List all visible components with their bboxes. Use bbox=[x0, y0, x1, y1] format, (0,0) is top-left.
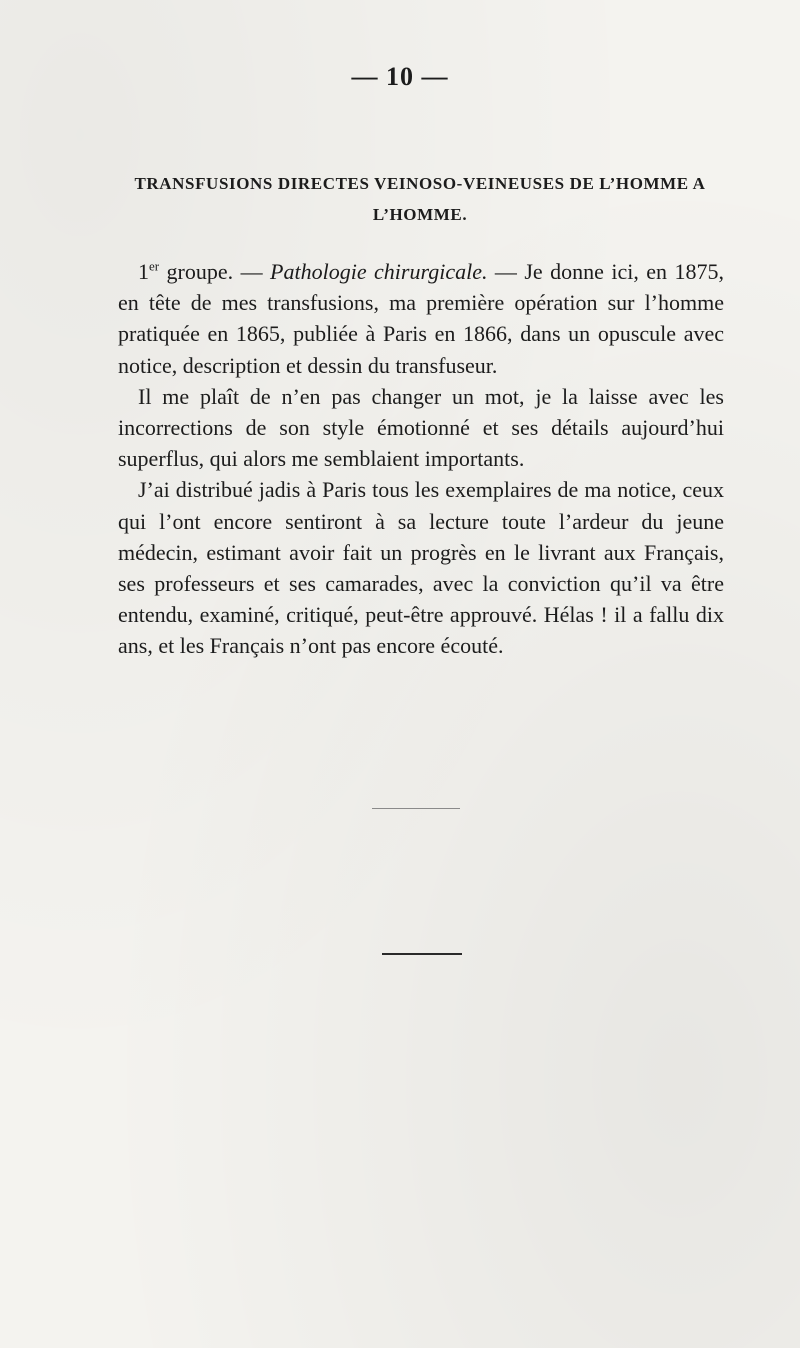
group-ordinal-superscript: er bbox=[149, 258, 160, 274]
paragraph-3: J’ai distribué jadis à Paris tous les exemplaires de ma notice, ceux qui l’ont encore sentiront à sa lecture toute l’ardeur du jeune médecin, estimant avoir fait un progrès en le livrant aux Français, ses professeurs et ses camarades, avec la conviction qu’il va être entendu, examiné, critiqué, peut-être approuvé. Hélas ! il a fallu dix ans, et les Français n’ont pas encore écouté. bbox=[118, 477, 724, 659]
paragraph-1 bbox=[118, 256, 724, 381]
body-text bbox=[118, 256, 724, 662]
paragraph-1-lead: groupe. — bbox=[159, 259, 271, 284]
section-heading: TRANSFUSIONS DIRECTES VEINOSO-VEINEUSES DE L’HOMME A L’HOMME. bbox=[134, 174, 706, 224]
paragraph-1-rest: — Je donne ici, en 1875, en tête de mes transfusions, ma première opération sur l’homme pratiquée en 1865, publiée à Paris en 1866, dans un opuscule avec notice, description et dessin du transfuseur. bbox=[118, 259, 725, 378]
group-ordinal: 1 bbox=[138, 259, 149, 284]
separator-rule bbox=[382, 953, 462, 955]
subject-italic: Pathologie chirurgicale. bbox=[270, 259, 488, 284]
separator-rule-short bbox=[372, 808, 460, 809]
paragraph-2: Il me plaît de n’en pas changer un mot, je la laisse avec les incorrections de son style émotionné et ses détails aujourd’hui superflus, qui alors me semblaient importants. bbox=[118, 383, 724, 472]
page-number: — 10 — bbox=[351, 62, 449, 91]
